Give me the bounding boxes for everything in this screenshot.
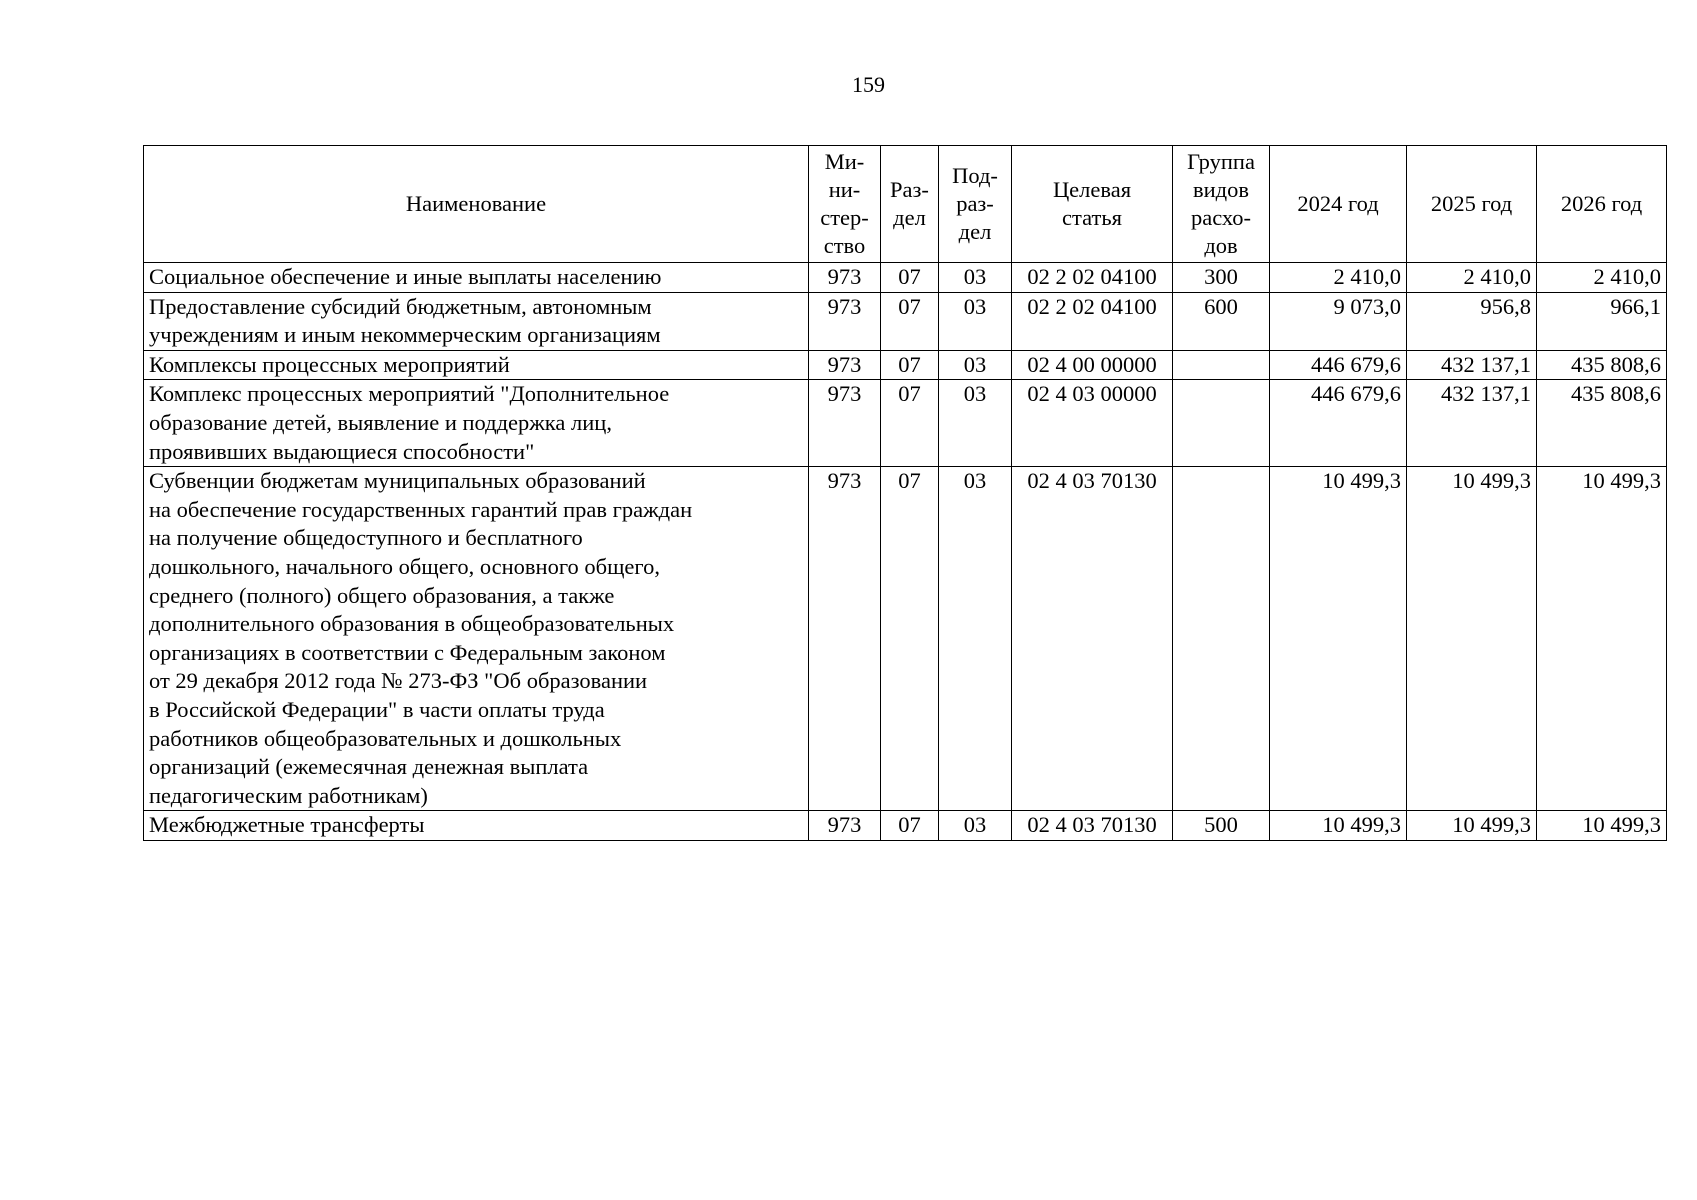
table-row: [144, 292, 1667, 350]
row-expense-group: 500: [1173, 811, 1270, 841]
header-year-2025-label: 2025 год: [1430, 191, 1513, 216]
row-name: Социальное обеспечение и иные выплаты населению: [144, 263, 809, 293]
row-section: 07: [881, 811, 939, 841]
row-subsection: 03: [939, 263, 1012, 293]
header-year-2025: [1407, 146, 1537, 263]
row-subsection: 03: [939, 350, 1012, 380]
row-subsection: 03: [939, 811, 1012, 841]
header-target-article-label: Целевая статья: [1052, 177, 1132, 230]
row-amount-2024: 2 410,0: [1270, 263, 1407, 293]
row-amount-2024: 446 679,6: [1270, 350, 1407, 380]
header-expense-group-label: Группа видов расхо- дов: [1187, 149, 1255, 258]
row-subsection: 03: [939, 292, 1012, 350]
row-expense-group: [1173, 350, 1270, 380]
row-ministry: 973: [809, 467, 881, 811]
row-amount-2026: 10 499,3: [1537, 811, 1667, 841]
header-ministry: [809, 146, 881, 263]
row-ministry: 973: [809, 380, 881, 467]
row-amount-2026: 966,1: [1537, 292, 1667, 350]
row-target-article: 02 2 02 04100: [1012, 263, 1173, 293]
row-name: Межбюджетные трансферты: [144, 811, 809, 841]
header-subsection: [939, 146, 1012, 263]
row-ministry: 973: [809, 811, 881, 841]
row-ministry: 973: [809, 263, 881, 293]
header-year-2024: [1270, 146, 1407, 263]
row-section: 07: [881, 380, 939, 467]
row-target-article: 02 2 02 04100: [1012, 292, 1173, 350]
table-row: [144, 467, 1667, 811]
row-section: 07: [881, 263, 939, 293]
row-amount-2024: 446 679,6: [1270, 380, 1407, 467]
table-header-row: [144, 146, 1667, 263]
row-section: 07: [881, 292, 939, 350]
row-amount-2024: 10 499,3: [1270, 467, 1407, 811]
header-target-article: [1012, 146, 1173, 263]
table-row: [144, 380, 1667, 467]
row-expense-group: [1173, 380, 1270, 467]
row-amount-2026: 435 808,6: [1537, 380, 1667, 467]
row-amount-2025: 2 410,0: [1407, 263, 1537, 293]
row-name: Предоставление субсидий бюджетным, автономным учреждениям и иным некоммерческим организациям: [144, 292, 809, 350]
row-amount-2025: 432 137,1: [1407, 350, 1537, 380]
row-target-article: 02 4 03 70130: [1012, 811, 1173, 841]
table-row: [144, 350, 1667, 380]
row-amount-2024: 10 499,3: [1270, 811, 1407, 841]
row-section: 07: [881, 467, 939, 811]
row-name: Комплексы процессных мероприятий: [144, 350, 809, 380]
header-section: [881, 146, 939, 263]
row-expense-group: 600: [1173, 292, 1270, 350]
row-amount-2025: 432 137,1: [1407, 380, 1537, 467]
row-target-article: 02 4 03 00000: [1012, 380, 1173, 467]
header-expense-group: [1173, 146, 1270, 263]
header-name: [144, 146, 809, 263]
row-expense-group: [1173, 467, 1270, 811]
row-section: 07: [881, 350, 939, 380]
row-ministry: 973: [809, 350, 881, 380]
header-name-label: Наименование: [405, 191, 547, 216]
row-subsection: 03: [939, 467, 1012, 811]
header-ministry-label: Ми- ни- стер- ство: [820, 149, 869, 258]
header-year-2026-label: 2026 год: [1560, 191, 1643, 216]
table-row: [144, 811, 1667, 841]
row-expense-group: 300: [1173, 263, 1270, 293]
page-number: 159: [852, 72, 885, 97]
row-amount-2026: 435 808,6: [1537, 350, 1667, 380]
row-amount-2024: 9 073,0: [1270, 292, 1407, 350]
header-year-2026: [1537, 146, 1667, 263]
row-ministry: 973: [809, 292, 881, 350]
budget-table: [143, 145, 1667, 841]
row-subsection: 03: [939, 380, 1012, 467]
row-amount-2025: 10 499,3: [1407, 467, 1537, 811]
header-year-2024-label: 2024 год: [1297, 191, 1379, 216]
header-section-label: Раз- дел: [890, 177, 929, 230]
table-row: [144, 263, 1667, 293]
header-subsection-label: Под- раз- дел: [952, 163, 998, 244]
row-amount-2026: 2 410,0: [1537, 263, 1667, 293]
row-amount-2025: 10 499,3: [1407, 811, 1537, 841]
row-amount-2026: 10 499,3: [1537, 467, 1667, 811]
row-amount-2025: 956,8: [1407, 292, 1537, 350]
row-name: Субвенции бюджетам муниципальных образований на обеспечение государственных гарантий прав граждан на получение общедоступного и бесплатного дошкольного, начального общего, основного общего, среднего (полного) общего образования, а также дополнительного образования в общеобразовательных организациях в соответствии с Федеральным законом от 29 декабря 2012 года № 273-ФЗ "Об образовании в Российской Федерации" в части оплаты труда работников общеобразовательных и дошкольных организаций (ежемесячная денежная выплата педагогическим работникам): [144, 467, 809, 811]
row-name: Комплекс процессных мероприятий "Дополнительное образование детей, выявление и поддержка лиц, проявивших выдающиеся способности": [144, 380, 809, 467]
row-target-article: 02 4 00 00000: [1012, 350, 1173, 380]
row-target-article: 02 4 03 70130: [1012, 467, 1173, 811]
